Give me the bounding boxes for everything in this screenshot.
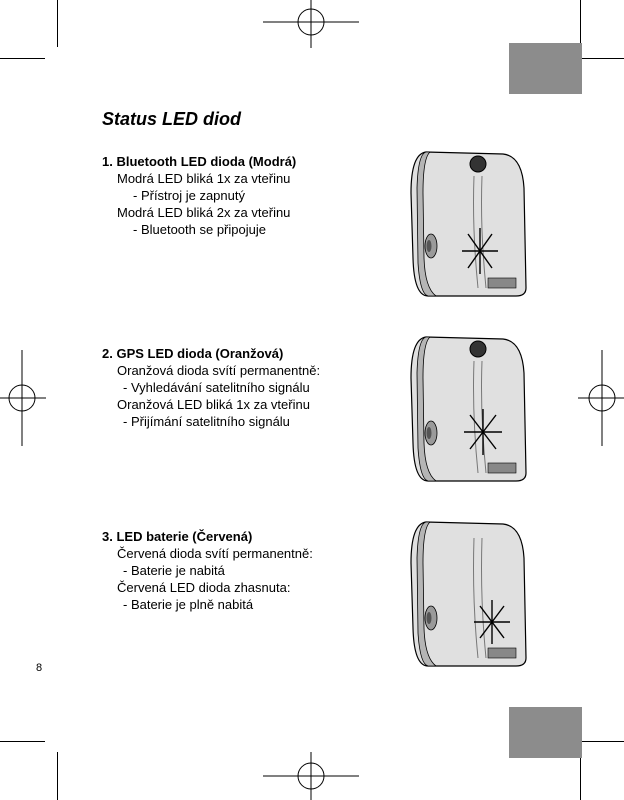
page-title: Status LED diod	[102, 109, 241, 129]
section-heading: 2. GPS LED dioda (Oranžová)	[102, 346, 284, 361]
page-number: 8	[36, 662, 43, 674]
crop-mark	[580, 752, 581, 800]
status-line: Oranžová dioda svítí permanentně:	[117, 363, 321, 378]
crop-mark	[57, 0, 58, 47]
registration-mark-icon	[263, 752, 359, 800]
status-line: Oranžová LED bliká 1x za vteřinu	[117, 397, 310, 412]
status-line: Červená dioda svítí permanentně:	[117, 546, 313, 561]
top-color-tab	[509, 43, 582, 94]
crop-mark	[0, 741, 45, 742]
section-heading: 1. Bluetooth LED dioda (Modrá)	[102, 154, 297, 169]
status-line: Červená LED dioda zhasnuta:	[117, 580, 291, 595]
status-description: - Vyhledávání satelitního signálu	[123, 380, 310, 395]
status-description: - Baterie je nabitá	[123, 563, 225, 578]
crop-mark	[582, 741, 624, 742]
status-description: - Bluetooth se připojuje	[133, 222, 266, 237]
device-illustration-gps	[408, 333, 530, 483]
status-description: - Baterie je plně nabitá	[123, 597, 254, 612]
device-illustration-battery	[408, 518, 530, 668]
status-description: - Přijímání satelitního signálu	[123, 414, 290, 429]
crop-mark	[580, 0, 581, 47]
section-bluetooth-led	[102, 153, 296, 238]
crop-mark	[57, 752, 58, 800]
section-gps-led	[102, 345, 320, 430]
section-battery-led	[102, 528, 313, 613]
crop-mark	[0, 58, 45, 59]
status-line: Modrá LED bliká 1x za vteřinu	[117, 171, 291, 186]
registration-mark-icon	[578, 350, 624, 446]
bottom-color-tab	[509, 707, 582, 758]
registration-mark-icon	[0, 350, 46, 446]
section-heading: 3. LED baterie (Červená)	[102, 529, 253, 544]
status-line: Modrá LED bliká 2x za vteřinu	[117, 205, 291, 220]
registration-mark-icon	[263, 0, 359, 48]
device-illustration-bluetooth	[408, 148, 530, 298]
status-description: - Přístroj je zapnutý	[133, 188, 245, 203]
crop-mark	[582, 58, 624, 59]
